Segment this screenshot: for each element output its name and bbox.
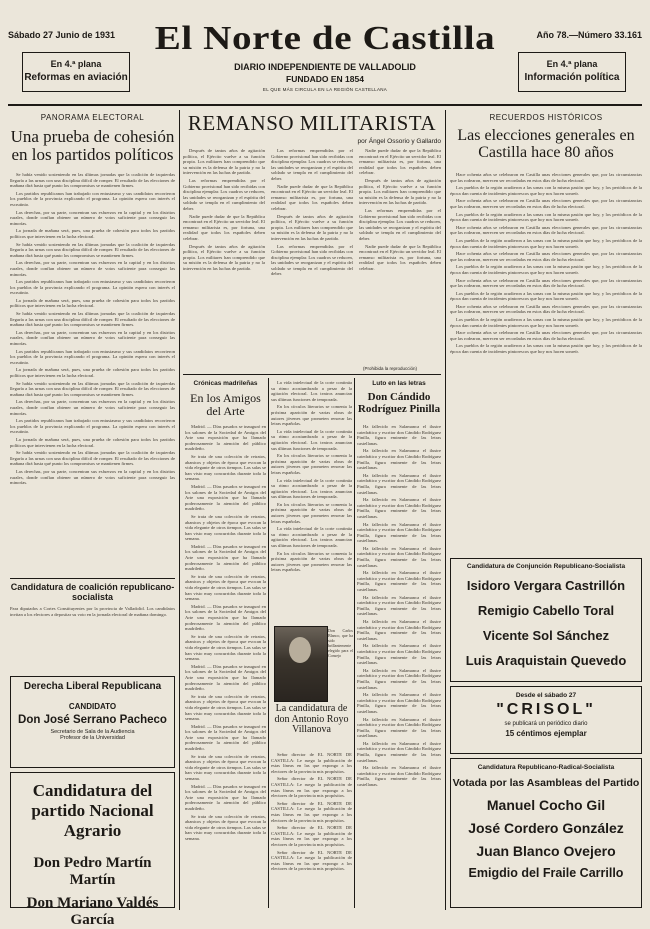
- newspaper-subtitle: DIARIO INDEPENDIENTE DE VALLADOLID: [234, 62, 416, 72]
- right-ear-topic: Información política: [524, 72, 620, 83]
- chronicle-paragraph: Madrid. — Días pasados se inauguró en los salones de la Sociedad de Amigos del Arte una exposición que ha llamado poderosamente la atención del público madrileño.: [185, 663, 266, 692]
- radical-candidate: José Cordero González: [468, 820, 624, 836]
- middle-column-body: [271, 380, 352, 620]
- col3-article-body: [450, 172, 642, 554]
- mourning-paragraph: Ha fallecido en Salamanca el ilustre catedrático y escritor don Cándido Rodríguez Pinilla, figura eminente de las letras castellanas.: [357, 472, 441, 495]
- royo-headline: La candidatura de don Antonio Royo Villanova: [274, 703, 349, 735]
- crisol-price: 15 céntimos ejemplar: [505, 729, 587, 738]
- col2-byline: por Ángel Ossorio y Gallardo: [357, 138, 441, 145]
- royo-paragraph: Señor director de EL NORTE DE CASTILLA: Le ruego la publicación de estas líneas en las que expongo a los electores de la provincia mis propósitos.: [271, 752, 352, 774]
- col2-headline: REMANSO MILITARISTA: [187, 111, 437, 135]
- col3-paragraph: Hace ochenta años se celebraron en Castilla unas elecciones generales que, por las circunstancias que las rodearon, merecen ser recordadas en estos días de lucha electoral.: [450, 198, 642, 209]
- agrario-title: Candidatura del partido Nacional Agrario: [31, 781, 154, 840]
- chronicle-paragraph: Madrid. — Días pasados se inauguró en los salones de la Sociedad de Amigos del Arte una exposición que ha llamado poderosamente la atención del público madrileño.: [185, 424, 266, 452]
- mourning-paragraph: Ha fallecido en Salamanca el ilustre catedrático y escritor don Cándido Rodríguez Pinilla, figura eminente de las letras castellanas.: [357, 619, 441, 641]
- left-ear-box: [22, 52, 130, 92]
- chronicle-paragraph: Se trata de una colección de retratos, abanicos y objetos de época que evocan la vida elegante de otros tiempos. Las salas se han visto muy concurridas durante toda la semana.: [185, 813, 266, 841]
- portrait-caption: Don Carlos Blanco, que ha sido brillantemente elegido para el Consejo: [328, 628, 353, 658]
- mourning-paragraph: Ha fallecido en Salamanca el ilustre catedrático y escritor don Cándido Rodríguez Pinilla, figura eminente de las letras castellanas.: [357, 570, 441, 593]
- derecha-role-1: Secretario de Sala de la Audiencia: [50, 729, 135, 735]
- chronicle-paragraph: Madrid. — Días pasados se inauguró en los salones de la Sociedad de Amigos del Arte una exposición que ha llamado poderosamente la atención del público madrileño.: [185, 543, 266, 572]
- mourning-paragraph: Ha fallecido en Salamanca el ilustre catedrático y escritor don Cándido Rodríguez Pinilla, figura eminente de las letras castellanas.: [357, 594, 441, 617]
- middle-paragraph: La vida intelectual de la corte continúa su ritmo acostumbrado a pesar de la agitación electoral. Los teatros anuncian sus últimas funciones de temporada.: [271, 380, 352, 402]
- col1-paragraph: Los partidos republicanos han trabajado con entusiasmo y sus candidatos recorrieron los pueblos de la provincia explicando el programa. La opinión espera con interés el escrutinio.: [10, 279, 175, 296]
- mourning-paragraph: Ha fallecido en Salamanca el ilustre catedrático y escritor don Cándido Rodríguez Pinilla, figura eminente de las letras castellanas.: [357, 497, 441, 519]
- crisol-from: Desde el sábado 27: [515, 692, 577, 699]
- coalition-title: Candidatura de coalición republicano-socialista: [10, 582, 175, 602]
- middle-paragraph: En los círculos literarios se comenta la próxima aparición de varias obras de autores jóvenes que prometen renovar las letras españolas.: [271, 550, 352, 573]
- col2-subdivider-2: [354, 378, 355, 908]
- col1-paragraph: Se había venido sosteniendo en las últimas jornadas que la coalición de izquierdas llegaría a las urnas con una disciplina difícil de romper. El resultado de las elecciones de mañana dirá hasta qué punto los compromisos se mantienen firmes.: [10, 241, 175, 258]
- col1-paragraph: Las derechas, por su parte, concentran sus esfuerzos en la capital y en los distritos rurales, donde confían obtener un número de votos suficiente para conseguir las minorías.: [10, 468, 175, 486]
- royo-paragraph: Señor director de EL NORTE DE CASTILLA: Le ruego la publicación de estas líneas en las que expongo a los electores de la provincia mis propósitos.: [271, 849, 352, 872]
- col2-paragraph: Las reformas emprendidas por el Gobierno provisional han sido recibidas con disciplina ejemplar. Los cuadros se reducen, las unidades se reorganizan y el espíritu del soldado se templa en el cumplimiento del deber.: [271, 243, 353, 277]
- col1-section-label: PANORAMA ELECTORAL: [40, 113, 145, 122]
- col2-subdivider-1: [268, 378, 269, 908]
- col2-paragraph: Las reformas emprendidas por el Gobierno provisional han sido recibidas con disciplina ejemplar. Los cuadros se reducen, las unidades se reorganizan y el espíritu del soldado se templa en el cumplimiento del deber.: [183, 177, 265, 211]
- col2-paragraph: Las reformas emprendidas por el Gobierno provisional han sido recibidas con disciplina ejemplar. Los cuadros se reducen, las unidades se reorganizan y el espíritu del soldado se templa en el cumplimiento del deber.: [359, 207, 441, 241]
- royo-paragraph: Señor director de EL NORTE DE CASTILLA: Le ruego la publicación de estas líneas en las que expongo a los electores de la provincia mis propósitos.: [271, 825, 352, 847]
- col3-paragraph: Los pueblos de la región acudieron a las urnas con la misma pasión que hoy, y los periódicos de la época dan cuenta de incidentes pintorescos que hoy nos hacen sonreír.: [450, 237, 642, 249]
- col1-paragraph: Las derechas, por su parte, concentran sus esfuerzos en la capital y en los distritos rurales, donde confían obtener un número de votos suficiente para conseguir las minorías.: [10, 260, 175, 277]
- col1-paragraph: Se había venido sosteniendo en las últimas jornadas que la coalición de izquierdas llegaría a las urnas con una disciplina difícil de romper. El resultado de las elecciones de mañana dirá hasta qué punto los compromisos se mantienen firmes.: [10, 450, 175, 467]
- col1-headline: Una prueba de cohesión en los partidos políticos: [10, 127, 175, 164]
- chronicle-paragraph: Se trata de una colección de retratos, abanicos y objetos de época que evocan la vida elegante de otros tiempos. Las salas se han visto muy concurridas durante toda la semana.: [185, 753, 266, 782]
- col1-paragraph: Se había venido sosteniendo en las últimas jornadas que la coalición de izquierdas llegaría a las urnas con una disciplina difícil de romper. El resultado de las elecciones de mañana dirá hasta qué punto los compromisos se mantienen firmes.: [10, 380, 175, 397]
- chronicle-paragraph: Madrid. — Días pasados se inauguró en los salones de la Sociedad de Amigos del Arte una exposición que ha llamado poderosamente la atención del público madrileño.: [185, 783, 266, 811]
- col1-article-body: [10, 172, 175, 572]
- col3-paragraph: Los pueblos de la región acudieron a las urnas con la misma pasión que hoy, y los periódicos de la época dan cuenta de incidentes pintorescos que hoy nos hacen sonreír.: [450, 290, 642, 302]
- date-line: Sábado 27 Junio de 1931: [8, 30, 116, 40]
- right-ear-page: En 4.ª plana: [546, 59, 598, 69]
- col1-divider: [10, 578, 175, 579]
- agrario-name-1: Don Pedro Martín Martín: [33, 855, 152, 888]
- col3-headline: Las elecciones generales en Castilla hace 80 años: [457, 127, 635, 161]
- derecha-party: Derecha Liberal Republicana: [23, 681, 162, 692]
- crisol-name: "CRISOL": [496, 701, 596, 718]
- agrario-name-2: Don Mariano Valdés García: [26, 895, 159, 928]
- derecha-label: CANDIDATO: [68, 702, 117, 711]
- middle-paragraph: En los círculos literarios se comenta la próxima aparición de varias obras de autores jóvenes que prometen renovar las letras españolas.: [271, 501, 352, 524]
- header-rule: [8, 104, 642, 106]
- col2-paragraph: Nadie puede dudar de que la República encontrará en el Ejército un servidor leal. El remanso militarista es, por fortuna, una realidad que todos los españoles deben celebrar.: [359, 243, 441, 271]
- col3-paragraph: Los pueblos de la región acudieron a las urnas con la misma pasión que hoy, y los periódicos de la época dan cuenta de incidentes pintorescos que hoy nos hacen sonreír.: [450, 343, 642, 355]
- col1-paragraph: La jornada de mañana será, pues, una prueba de cohesión para todos los partidos políticos que intervienen en la lucha electoral.: [10, 228, 175, 239]
- left-ear-page: En 4.ª plana: [50, 59, 102, 69]
- col2-paragraph: Después de tantos años de agitación política, el Ejército vuelve a su función propia. Los militares han comprendido que su misión es la defensa de la patria y no la intervención en las luchas de partido.: [183, 243, 265, 271]
- mourning-paragraph: Ha fallecido en Salamanca el ilustre catedrático y escritor don Cándido Rodríguez Pinilla, figura eminente de las letras castellanas.: [357, 448, 441, 471]
- chronicle-paragraph: Se trata de una colección de retratos, abanicos y objetos de época que evocan la vida elegante de otros tiempos. Las salas se han visto muy concurridas durante toda la semana.: [185, 453, 266, 482]
- col3-paragraph: Hace ochenta años se celebraron en Castilla unas elecciones generales que, por las circunstancias que las rodearon, merecen ser recordadas en estos días de lucha electoral.: [450, 277, 642, 289]
- col1-paragraph: Los partidos republicanos han trabajado con entusiasmo y sus candidatos recorrieron los pueblos de la provincia explicando el programa. La opinión espera con interés el escrutinio.: [10, 418, 175, 435]
- chronicle-title: Crónicas madrileñas: [193, 380, 258, 387]
- derecha-liberal-box: [10, 676, 175, 768]
- agrario-box: [10, 772, 175, 928]
- mourning-paragraph: Ha fallecido en Salamanca el ilustre catedrático y escritor don Cándido Rodríguez Pinilla, figura eminente de las letras castellanas.: [357, 765, 441, 788]
- mourning-paragraph: Ha fallecido en Salamanca el ilustre catedrático y escritor don Cándido Rodríguez Pinilla, figura eminente de las letras castellanas.: [357, 545, 441, 568]
- col3-section-label: RECUERDOS HISTÓRICOS: [489, 113, 603, 122]
- radical-candidate: Manuel Cocho Gil: [486, 797, 606, 813]
- col1-paragraph: Las derechas, por su parte, concentran sus esfuerzos en la capital y en los distritos rurales, donde confían obtener un número de votos suficiente para conseguir las minorías.: [10, 329, 175, 347]
- col2-paragraph: Nadie puede dudar de que la República encontrará en el Ejército un servidor leal. El remanso militarista es, por fortuna, una realidad que todos los españoles deben celebrar.: [271, 183, 353, 211]
- portrait-photo: [274, 626, 328, 702]
- middle-paragraph: En los círculos literarios se comenta la próxima aparición de varias obras de autores jóvenes que prometen renovar las letras españolas.: [271, 453, 352, 475]
- right-ear-box: [518, 52, 626, 92]
- col3-paragraph: Los pueblos de la región acudieron a las urnas con la misma pasión que hoy, y los periódicos de la época dan cuenta de incidentes pintorescos que hoy nos hacen sonreír.: [450, 185, 642, 196]
- mourning-paragraph: Ha fallecido en Salamanca el ilustre catedrático y escritor don Cándido Rodríguez Pinilla, figura eminente de las letras castellanas.: [357, 740, 441, 763]
- col2-paragraph: Nadie puede dudar de que la República encontrará en el Ejército un servidor leal. El remanso militarista es, por fortuna, una realidad que todos los españoles deben celebrar.: [183, 213, 265, 241]
- mourning-paragraph: Ha fallecido en Salamanca el ilustre catedrático y escritor don Cándido Rodríguez Pinilla, figura eminente de las letras castellanas.: [357, 667, 441, 690]
- derecha-candidate: Don José Serrano Pacheco: [18, 714, 167, 726]
- mourning-headline: Don Cándido Rodríguez Pinilla: [357, 391, 441, 415]
- mourning-paragraph: Ha fallecido en Salamanca el ilustre catedrático y escritor don Cándido Rodríguez Pinilla, figura eminente de las letras castellanas.: [357, 716, 441, 739]
- chronicle-paragraph: Madrid. — Días pasados se inauguró en los salones de la Sociedad de Amigos del Arte una exposición que ha llamado poderosamente la atención del público madrileño.: [185, 483, 266, 512]
- col2-article-body: [183, 148, 441, 364]
- col1-paragraph: Se había venido sosteniendo en las últimas jornadas que la coalición de izquierdas llegaría a las urnas con una disciplina difícil de romper. El resultado de las elecciones de mañana dirá hasta qué punto los compromisos se mantienen firmes.: [10, 311, 175, 328]
- radical-title: Candidatura Republicano-Radical-Socialista: [477, 764, 615, 771]
- col1-paragraph: Se había venido sosteniendo en las últimas jornadas que la coalición de izquierdas llegaría a las urnas con una disciplina difícil de romper. El resultado de las elecciones de mañana dirá hasta qué punto los compromisos se mantienen firmes.: [10, 172, 175, 189]
- royo-paragraph: Señor director de EL NORTE DE CASTILLA: Le ruego la publicación de estas líneas en las que expongo a los electores de la provincia mis propósitos.: [271, 776, 352, 799]
- col2-reproduction-note: (Prohibida la reproducción): [362, 366, 418, 371]
- chronicle-paragraph: Se trata de una colección de retratos, abanicos y objetos de época que evocan la vida elegante de otros tiempos. Las salas se han visto muy concurridas durante toda la semana.: [185, 513, 266, 542]
- mourning-section: Luto en las letras: [372, 380, 426, 387]
- col2-paragraph: Nadie puede dudar de que la República encontrará en el Ejército un servidor leal. El remanso militarista es, por fortuna, una realidad que todos los españoles deben celebrar.: [359, 148, 441, 176]
- col2-paragraph: Las reformas emprendidas por el Gobierno provisional han sido recibidas con disciplina ejemplar. Los cuadros se reducen, las unidades se reorganizan y el espíritu del soldado se templa en el cumplimiento del deber.: [271, 148, 353, 181]
- conjuncion-candidate: Isidoro Vergara Castrillón: [466, 578, 626, 593]
- column-divider-2: [445, 110, 446, 910]
- royo-paragraph: Señor director de EL NORTE DE CASTILLA: Le ruego la publicación de estas líneas en las que expongo a los electores de la provincia mis propósitos.: [271, 800, 352, 823]
- radical-candidate: Emigdio del Fraile Carrillo: [468, 866, 624, 880]
- conjuncion-candidate: Remigio Cabello Toral: [477, 603, 615, 618]
- col3-paragraph: Hace ochenta años se celebraron en Castilla unas elecciones generales que, por las circunstancias que las rodearon, merecen ser recordadas en estos días de lucha electoral.: [450, 330, 642, 341]
- chronicle-paragraph: Madrid. — Días pasados se inauguró en los salones de la Sociedad de Amigos del Arte una exposición que ha llamado poderosamente la atención del público madrileño.: [185, 723, 266, 752]
- radical-candidate: Juan Blanco Ovejero: [476, 843, 616, 859]
- col1-paragraph: Las derechas, por su parte, concentran sus esfuerzos en la capital y en los distritos rurales, donde confían obtener un número de votos suficiente para conseguir las minorías.: [10, 209, 175, 226]
- issue-number: Año 78.—Número 33.161: [536, 30, 642, 40]
- coalition-text: Para diputados a Cortes Constituyentes por la provincia de Valladolid. Los candidatos invitan a los electores a depositar su voto en la jornada electoral de mañana domingo.: [10, 606, 175, 617]
- crisol-text: se publicará un periódico diario: [504, 721, 588, 727]
- col1-paragraph: La jornada de mañana será, pues, una prueba de cohesión para todos los partidos políticos que intervienen en la lucha electoral.: [10, 436, 175, 448]
- founded-line: FUNDADO EN 1854: [286, 74, 364, 84]
- chronicle-paragraph: Se trata de una colección de retratos, abanicos y objetos de época que evocan la vida elegante de otros tiempos. Las salas se han visto muy concurridas durante toda la semana.: [185, 633, 266, 662]
- col3-paragraph: Hace ochenta años se celebraron en Castilla unas elecciones generales que, por las circunstancias que las rodearon, merecen ser recordadas en estos días de lucha electoral.: [450, 303, 642, 315]
- col2-divider: [183, 374, 441, 375]
- mourning-body: [357, 424, 441, 906]
- middle-paragraph: La vida intelectual de la corte continúa su ritmo acostumbrado a pesar de la agitación electoral. Los teatros anuncian sus últimas funciones de temporada.: [271, 477, 352, 500]
- mourning-paragraph: Ha fallecido en Salamanca el ilustre catedrático y escritor don Cándido Rodríguez Pinilla, figura eminente de las letras castellanas.: [357, 424, 441, 446]
- col1-paragraph: Los partidos republicanos han trabajado con entusiasmo y sus candidatos recorrieron los pueblos de la provincia explicando el programa. La opinión espera con interés el escrutinio.: [10, 348, 175, 365]
- col2-paragraph: Después de tantos años de agitación política, el Ejército vuelve a su función propia. Los militares han comprendido que su misión es la defensa de la patria y no la intervención en las luchas de partido.: [271, 213, 353, 241]
- middle-paragraph: En los círculos literarios se comenta la próxima aparición de varias obras de autores jóvenes que prometen renovar las letras españolas.: [271, 404, 352, 427]
- mourning-paragraph: Ha fallecido en Salamanca el ilustre catedrático y escritor don Cándido Rodríguez Pinilla, figura eminente de las letras castellanas.: [357, 521, 441, 544]
- radical-subtitle: Votada por las Asambleas del Partido: [452, 777, 640, 789]
- chronicle-paragraph: Madrid. — Días pasados se inauguró en los salones de la Sociedad de Amigos del Arte una exposición que ha llamado poderosamente la atención del público madrileño.: [185, 603, 266, 632]
- conjuncion-candidate: Vicente Sol Sánchez: [482, 628, 610, 643]
- col3-paragraph: Los pueblos de la región acudieron a las urnas con la misma pasión que hoy, y los periódicos de la época dan cuenta de incidentes pintorescos que hoy nos hacen sonreír.: [450, 317, 642, 328]
- col1-coalition-box: [10, 582, 175, 670]
- column-divider-1: [179, 110, 180, 910]
- middle-paragraph: La vida intelectual de la corte continúa su ritmo acostumbrado a pesar de la agitación electoral. Los teatros anuncian sus últimas funciones de temporada.: [271, 526, 352, 549]
- conjuncion-box: [450, 558, 642, 682]
- col3-paragraph: Hace ochenta años se celebraron en Castilla unas elecciones generales que, por las circunstancias que las rodearon, merecen ser recordadas en estos días de lucha electoral.: [450, 172, 642, 183]
- conjuncion-candidate: Luis Araquistain Quevedo: [465, 653, 627, 668]
- chronicle-paragraph: Se trata de una colección de retratos, abanicos y objetos de época que evocan la vida elegante de otros tiempos. Las salas se han visto muy concurridas durante toda la semana.: [185, 693, 266, 722]
- portrait-face: [289, 637, 311, 663]
- middle-paragraph: La vida intelectual de la corte continúa su ritmo acostumbrado a pesar de la agitación electoral. Los teatros anuncian sus últimas funciones de temporada.: [271, 428, 352, 451]
- mourning-paragraph: Ha fallecido en Salamanca el ilustre catedrático y escritor don Cándido Rodríguez Pinilla, figura eminente de las letras castellanas.: [357, 692, 441, 714]
- mourning-paragraph: Ha fallecido en Salamanca el ilustre catedrático y escritor don Cándido Rodríguez Pinilla, figura eminente de las letras castellanas.: [357, 643, 441, 666]
- col2-paragraph: Después de tantos años de agitación política, el Ejército vuelve a su función propia. Los militares han comprendido que su misión es la defensa de la patria y no la intervención en las luchas de partido.: [359, 177, 441, 206]
- chronicle-paragraph: Se trata de una colección de retratos, abanicos y objetos de época que evocan la vida elegante de otros tiempos. Las salas se han visto muy concurridas durante toda la semana.: [185, 573, 266, 602]
- newspaper-title: El Norte de Castilla: [154, 20, 496, 57]
- col1-paragraph: Los partidos republicanos han trabajado con entusiasmo y sus candidatos recorrieron los pueblos de la provincia explicando el programa. La opinión espera con interés el escrutinio.: [10, 190, 175, 207]
- radical-socialista-box: [450, 758, 642, 908]
- col3-paragraph: Hace ochenta años se celebraron en Castilla unas elecciones generales que, por las circunstancias que las rodearon, merecen ser recordadas en estos días de lucha electoral.: [450, 251, 642, 262]
- col3-paragraph: Hace ochenta años se celebraron en Castilla unas elecciones generales que, por las circunstancias que las rodearon, merecen ser recordadas en estos días de lucha electoral.: [450, 224, 642, 236]
- col1-paragraph: La jornada de mañana será, pues, una prueba de cohesión para todos los partidos políticos que intervienen en la lucha electoral.: [10, 367, 175, 378]
- col3-paragraph: Los pueblos de la región acudieron a las urnas con la misma pasión que hoy, y los periódicos de la época dan cuenta de incidentes pintorescos que hoy nos hacen sonreír.: [450, 264, 642, 275]
- circulation-line: EL QUE MÁS CIRCULA EN LA REGIÓN CASTELLANA: [262, 87, 388, 92]
- col3-paragraph: Los pueblos de la región acudieron a las urnas con la misma pasión que hoy, y los periódicos de la época dan cuenta de incidentes pintorescos que hoy nos hacen sonreír.: [450, 211, 642, 223]
- derecha-role-2: Profesor de la Universidad: [60, 735, 125, 741]
- crisol-ad: [450, 686, 642, 754]
- conjuncion-title: Candidatura de Conjunción Republicano-Socialista: [466, 563, 626, 570]
- col2-paragraph: Después de tantos años de agitación política, el Ejército vuelve a su función propia. Los militares han comprendido que su misión es la defensa de la patria y no la intervención en las luchas de partido.: [183, 148, 265, 176]
- chronicle-body: [185, 424, 266, 906]
- col1-paragraph: La jornada de mañana será, pues, una prueba de cohesión para todos los partidos políticos que intervienen en la lucha electoral.: [10, 297, 175, 309]
- left-ear-topic: Reformas en aviación: [24, 72, 128, 83]
- royo-body: [271, 752, 352, 906]
- chronicle-headline: En los Amigos del Arte: [190, 391, 261, 418]
- col1-paragraph: Las derechas, por su parte, concentran sus esfuerzos en la capital y en los distritos rurales, donde confían obtener un número de votos suficiente para conseguir las minorías.: [10, 399, 175, 416]
